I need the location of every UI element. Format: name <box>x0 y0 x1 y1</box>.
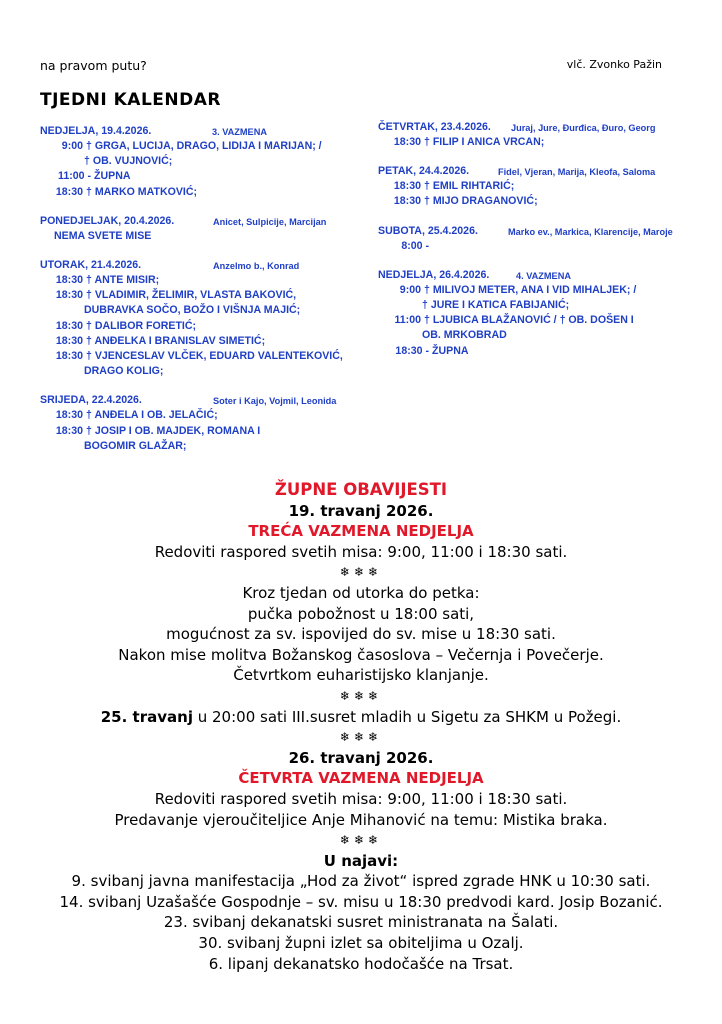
mass-time: 11:00 <box>394 314 421 327</box>
mass-intention <box>40 439 360 454</box>
calendar-day-name: NEDJELJA, 26.4.2026. <box>378 268 490 281</box>
mass-intention <box>40 185 360 200</box>
notice-schedule-1: Redoviti raspored svetih misa: 9:00, 11:00 i 18:30 sati. <box>154 542 568 561</box>
mass-intention <box>378 194 688 209</box>
notices-title: ŽUPNE OBAVIJESTI <box>274 480 448 499</box>
mass-time: 18:30 <box>55 350 83 363</box>
mass-intention-text: DUBRAVKA SOČO, BOŽO I VIŠNJA MAJIĆ; <box>84 304 301 317</box>
calendar-day-saints: Fidel, Vjeran, Marija, Kleofa, Saloma <box>498 167 656 178</box>
calendar-day-name: PONEDJELJAK, 20.4.2026. <box>40 214 175 227</box>
calendar-day <box>378 120 688 150</box>
calendar-day-name: NEDJELJA, 19.4.2026. <box>40 125 152 137</box>
header-left-text: na pravom putu? <box>40 58 147 73</box>
no-mass-note: NEMA SVETE MISE <box>54 229 152 242</box>
mass-intention-text: BOGOMIR GLAŽAR; <box>84 439 187 452</box>
header-author: vlč. Zvonko Pažin <box>566 58 662 71</box>
mass-intention <box>378 283 688 298</box>
mass-time: 18:30 - <box>395 344 429 357</box>
mass-time: 18:30 <box>393 136 421 148</box>
calendar-day <box>378 164 688 209</box>
notice-event-date: 25. travanj <box>100 707 193 726</box>
mass-intention <box>40 349 360 364</box>
mass-intention <box>378 313 688 328</box>
notice-sunday-1: TREĆA VAZMENA NEDJELJA <box>248 522 474 541</box>
calendar-day-header <box>40 258 360 273</box>
mass-intention <box>378 179 688 194</box>
mass-time: 18:30 <box>55 424 83 437</box>
mass-intention-text: † DALIBOR FORETIĆ; <box>86 319 197 332</box>
mass-time: 18:30 <box>55 409 83 422</box>
mass-intention-text: † OB. VUJNOVIĆ; <box>84 155 173 168</box>
mass-time: 11:00 - <box>58 170 91 183</box>
separator: ❄❄❄ <box>339 730 383 745</box>
mass-intention <box>40 334 360 349</box>
notice-lecture: Predavanje vjeroučiteljice Anje Mihanović na temu: Mistika braka. <box>114 810 608 829</box>
mass-time: 18:30 <box>55 289 83 302</box>
mass-intention <box>40 408 360 423</box>
mass-intention <box>378 328 688 343</box>
calendar-day <box>40 258 360 379</box>
mass-intention-text: † JURE I KATICA FABIJANIĆ; <box>422 299 570 312</box>
calendar-day-saints: 4. VAZMENA <box>516 270 571 281</box>
upcoming-title: U najavi: <box>323 851 399 870</box>
mass-intention-text: † MILIVOJ METER, ANA I VID MIHALJEK; / <box>424 283 637 296</box>
mass-intention <box>40 319 360 334</box>
separator: ❄❄❄ <box>339 833 383 848</box>
mass-intention-text: OB. MRKOBRAD <box>422 329 507 342</box>
separator: ❄❄❄ <box>339 565 383 580</box>
header-line <box>40 58 662 73</box>
calendar-day-header <box>378 268 688 283</box>
mass-intention <box>40 303 360 318</box>
notice-sunday-2: ČETVRTA VAZMENA NEDJELJA <box>238 769 484 788</box>
calendar-day-header <box>378 224 688 239</box>
calendar-day-name: SUBOTA, 25.4.2026. <box>378 224 478 237</box>
calendar-day-name: UTORAK, 21.4.2026. <box>40 259 142 272</box>
upcoming-item: 9. svibanj javna manifestacija „Hod za život“ ispred zgrade HNK u 10:30 sati. <box>71 872 651 891</box>
upcoming-item: 30. svibanj župni izlet sa obiteljima u Ozalj. <box>198 934 524 953</box>
notice-week-intro: Kroz tjedan od utorka do petka: <box>242 583 480 602</box>
upcoming-item: 23. svibanj dekanatski susret ministranata na Šalati. <box>163 913 559 932</box>
upcoming-list <box>0 871 722 974</box>
mass-intention-text: † FILIP I ANICA VRCAN; <box>424 136 545 148</box>
mass-time: 8:00 - <box>401 239 429 252</box>
mass-intention <box>40 424 360 439</box>
parish-notices <box>0 480 722 974</box>
mass-intention <box>40 169 360 184</box>
mass-intention <box>378 298 688 313</box>
mass-intention <box>40 288 360 303</box>
mass-time: 18:30 <box>55 319 83 332</box>
mass-time: 18:30 <box>393 195 421 208</box>
mass-time: 18:30 <box>55 274 83 287</box>
calendar-day-name: ČETVRTAK, 23.4.2026. <box>378 121 491 133</box>
calendar-day-saints: Soter i Kajo, Vojmil, Leonida <box>213 396 337 407</box>
mass-time: 9:00 <box>61 140 83 152</box>
calendar-day-header <box>378 120 688 135</box>
mass-time: 18:30 <box>393 180 421 193</box>
mass-intention-text: † MARKO MATKOVIĆ; <box>86 185 198 198</box>
mass-intention <box>40 273 360 288</box>
calendar-day <box>378 224 688 254</box>
notice-date-1: 19. travanj 2026. <box>288 501 434 520</box>
mass-intention <box>378 344 688 359</box>
calendar-day-header <box>40 393 360 408</box>
mass-intention-text: † GRGA, LUCIJA, DRAGO, LIDIJA I MARIJAN; / <box>86 140 322 152</box>
calendar-left-column <box>40 124 360 468</box>
mass-time: 9:00 <box>399 283 421 296</box>
mass-intention <box>378 135 688 150</box>
mass-intention-text: † ANĐELKA I BRANISLAV SIMETIĆ; <box>86 334 266 347</box>
mass-intention <box>378 239 688 254</box>
notice-event <box>0 707 722 728</box>
calendar-day-name: PETAK, 24.4.2026. <box>378 165 470 178</box>
calendar-day-header <box>378 164 688 179</box>
calendar-day <box>40 393 360 454</box>
mass-intention-text: † ANĐELA I OB. JELAČIĆ; <box>86 409 218 422</box>
upcoming-item: 14. svibanj Uzašašće Gospodnje – sv. misu u 18:30 predvodi kard. Josip Bozanić. <box>59 892 663 911</box>
mass-intention <box>40 364 360 379</box>
mass-intention <box>40 154 360 169</box>
calendar-title: TJEDNI KALENDAR <box>40 90 221 110</box>
notice-week-line: pučka pobožnost u 18:00 sati, <box>247 604 475 623</box>
calendar-day <box>40 214 360 244</box>
mass-intention-text: † JOSIP I OB. MAJDEK, ROMANA I <box>86 424 261 437</box>
mass-intention <box>40 139 360 154</box>
mass-intention-text: † VJENCESLAV VLČEK, EDUARD VALENTEKOVIĆ, <box>86 350 343 363</box>
notice-schedule-2: Redoviti raspored svetih misa: 9:00, 11:00 i 18:30 sati. <box>154 789 568 808</box>
calendar-day-saints: Anzelmo b., Konrad <box>213 261 300 272</box>
calendar-day-name: SRIJEDA, 22.4.2026. <box>40 394 142 407</box>
calendar-day-saints: 3. VAZMENA <box>212 127 267 137</box>
mass-intention-text: ŽUPNA <box>94 170 131 183</box>
mass-intention-text: DRAGO KOLIG; <box>84 365 164 378</box>
mass-intention-text: † LJUBICA BLAŽANOVIĆ / † OB. DOŠEN I <box>424 314 634 327</box>
calendar-day-header <box>40 124 360 139</box>
mass-intention-text: ŽUPNA <box>432 344 469 357</box>
mass-intention-text: † EMIL RIHTARIĆ; <box>424 180 515 193</box>
mass-intention-text: † VLADIMIR, ŽELIMIR, VLASTA BAKOVIĆ, <box>86 289 297 302</box>
upcoming-item: 6. lipanj dekanatsko hodočašće na Trsat. <box>208 954 514 973</box>
notice-week-line: Nakon mise molitva Božanskog časoslova – Večernja i Povečerje. <box>118 645 604 664</box>
mass-intention-text: † ANTE MISIR; <box>86 274 160 287</box>
calendar-day-header <box>40 214 360 229</box>
separator: ❄❄❄ <box>339 688 383 703</box>
calendar-day-saints: Anicet, Sulpicije, Marcijan <box>213 216 327 227</box>
mass-time: 18:30 <box>55 334 83 347</box>
calendar-day-saints: Juraj, Jure, Đurđica, Đuro, Georg <box>511 123 656 133</box>
calendar-day-saints: Marko ev., Markica, Klarencije, Maroje <box>508 226 673 237</box>
notice-event-text: u 20:00 sati III.susret mladih u Sigetu za SHKM u Požegi. <box>192 707 622 726</box>
notice-week-line: Četvrtkom euharistijsko klanjanje. <box>233 666 489 685</box>
notice-date-2: 26. travanj 2026. <box>288 748 434 767</box>
notice-week-line: mogućnost za sv. ispovijed do sv. mise u 18:30 sati. <box>166 625 556 644</box>
mass-time: 18:30 <box>55 185 83 198</box>
calendar-right-column <box>378 120 688 373</box>
calendar-day <box>40 124 360 200</box>
calendar-day <box>378 268 688 359</box>
mass-intention-text: † MIJO DRAGANOVIĆ; <box>424 195 538 208</box>
